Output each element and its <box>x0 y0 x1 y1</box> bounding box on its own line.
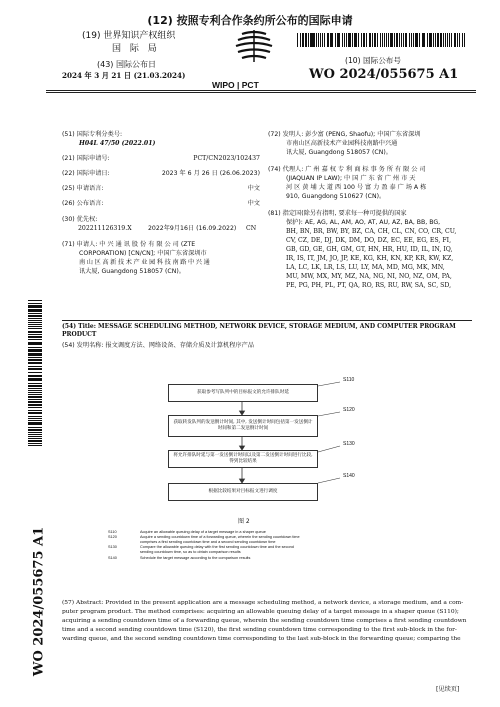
priority-date: 2022年9月16日 (16.09.2022) <box>148 225 237 232</box>
barcode-bar <box>375 33 376 47</box>
title-english-line-1: (54) Title: MESSAGE SCHEDULING METHOD, NETWORK DEVICE, STORAGE MEDIUM, AND COMPUTER PROGRAM <box>62 323 456 330</box>
step-id-s120: S120 <box>343 407 355 413</box>
applicant-line-3: 南山区高新技术产业园科技南路中兴通 <box>79 259 212 266</box>
barcode-bar <box>377 33 378 47</box>
agent-line-2: (JIAQUAN IP LAW); 中 国 广 东 省 广 州 市 天 <box>286 175 416 182</box>
barcode-bar <box>28 350 42 351</box>
agent-line-1: (74) 代理人: 广 州 嘉 权 专 利 商 标 事 务 所 有 限 公 司 <box>268 166 426 173</box>
barcode-bar <box>424 33 425 47</box>
barcode-bar <box>28 392 42 393</box>
barcode-bar <box>328 33 329 47</box>
publication-language-label: (26) 公布语言: <box>62 200 104 207</box>
figure-caption: 图 2 <box>238 518 250 525</box>
filing-language-label: (25) 申请语言: <box>62 185 104 192</box>
barcode-bar <box>28 344 42 345</box>
publication-barcode <box>297 33 465 47</box>
barcode-bar <box>297 33 298 47</box>
barcode-bar <box>28 383 42 384</box>
barcode-bar <box>403 33 404 47</box>
barcode-bar <box>28 363 42 364</box>
barcode-bar <box>459 33 460 47</box>
barcode-bar <box>28 320 42 321</box>
filing-language: 中文 <box>247 185 260 192</box>
priority-country: CN <box>246 225 257 232</box>
abstract-line-3: acquiring a sending countdown time of a forwarding queue, wherein the sending countdown time comprises a first sending countdown <box>62 618 467 624</box>
barcode-bar <box>419 33 420 47</box>
barcode-bar <box>443 33 444 47</box>
barcode-bar <box>335 33 336 47</box>
barcode-bar <box>28 424 42 425</box>
filing-date-label: (22) 国际申请日: <box>62 170 110 177</box>
barcode-bar <box>28 443 42 444</box>
barcode-bar <box>388 33 389 47</box>
abstract-line-5: warding queue, and the second sending countdown time corresponding to the last sub-block in the forwarding queue; comparing the <box>62 636 461 642</box>
continued-on-next-page: [见续页] <box>436 686 460 693</box>
barcode-bar <box>303 33 304 47</box>
flowchart-step-s140: 根据比较结果对目标报文进行调度 <box>168 483 318 501</box>
barcode-bar <box>28 305 42 306</box>
designated-states-line-1: (81) 指定国(除另有指明, 要求每一种可提供的国家 <box>268 210 407 217</box>
priority-label: (30) 优先权: <box>62 216 98 223</box>
barcode-bar <box>364 33 365 47</box>
barcode-bar <box>28 407 42 408</box>
designated-states-line-6: IR, IS, IT, JM, JO, JP, KE, KG, KH, KN, KP, KR, KW, KZ, <box>286 255 454 262</box>
barcode-bar <box>28 326 42 327</box>
designated-states-line-7: LA, LC, LK, LR, LS, LU, LY, MA, MD, MG, MK, MN, <box>286 264 445 271</box>
barcode-bar <box>339 33 340 47</box>
organization-name: (19) 世界知识产权组织 <box>82 31 176 41</box>
publication-number: WO 2024/055675 A1 <box>309 67 459 82</box>
side-barcode <box>28 300 42 446</box>
flowchart-step-s110: 获取参考写队列中的目标报文的允许排队时延 <box>168 384 318 402</box>
barcode-bar <box>346 33 347 47</box>
barcode-bar <box>413 33 414 47</box>
legend-text: Compare the allowable queuing delay with the first sending countdown time and the second <box>140 545 294 549</box>
applicant-line-2: CORPORATION) [CN/CN]; 中国广东省深圳市 <box>79 250 207 257</box>
publication-date: 2024 年 3 月 21 日 (21.03.2024) <box>62 71 186 80</box>
barcode-bar <box>435 33 436 47</box>
title-english-line-2: PRODUCT <box>62 331 97 338</box>
wipo-logo-icon <box>222 28 286 76</box>
barcode-bar <box>430 33 431 47</box>
legend-id: S130 <box>108 545 117 549</box>
legend-text: Acquire a sending countdown time of a forwarding queue, wherein the sending countdown time <box>140 535 300 539</box>
applicant-line-4: 讯大厦, Guangdong 518057 (CN)。 <box>79 268 185 275</box>
barcode-bar <box>28 388 42 389</box>
barcode-bar <box>449 33 450 47</box>
barcode-bar <box>318 33 319 47</box>
legend-text: comprises a first sending countdown time and a second sending countdown time <box>140 540 276 544</box>
title-divider <box>62 320 472 321</box>
organization-office: 国 际 局 <box>112 44 160 54</box>
barcode-bar <box>28 394 42 395</box>
barcode-bar <box>28 311 42 312</box>
barcode-bar <box>370 33 371 47</box>
document-title: (12) 按照专利合作条约所公布的国际申请 <box>147 14 353 27</box>
barcode-bar <box>358 33 359 47</box>
barcode-bar <box>28 410 42 411</box>
barcode-bar <box>28 300 42 301</box>
designated-states-line-8: MU, MW, MX, MY, MZ, NA, NG, NI, NO, NZ, OM, PA, <box>286 273 452 280</box>
barcode-bar <box>28 337 42 338</box>
barcode-bar <box>316 33 317 47</box>
ipc-label: (51) 国际专利分类号: <box>62 131 123 138</box>
application-number: PCT/CN2023/102437 <box>193 155 260 162</box>
barcode-bar <box>28 339 42 340</box>
barcode-bar <box>28 306 42 307</box>
barcode-bar <box>28 372 42 373</box>
barcode-bar <box>361 33 362 47</box>
publication-language: 中文 <box>247 200 260 207</box>
barcode-bar <box>344 33 345 47</box>
agent-line-4: 910, Guangdong 510627 (CN)。 <box>286 193 386 200</box>
header-divider-2 <box>46 92 476 93</box>
barcode-bar <box>28 399 42 400</box>
abstract-line-2: puter program product. The method comprises: acquiring an allowable queuing delay of a target message in a shaper queue (S110); <box>62 609 459 615</box>
barcode-bar <box>322 33 323 47</box>
inventor-line-1: (72) 发明人: 彭少富 (PENG, Shaofu); 中国广东省深圳 <box>268 131 421 138</box>
barcode-bar <box>429 33 430 47</box>
barcode-bar <box>324 33 325 47</box>
legend-text: sending countdown time, so as to obtain comparison results <box>140 550 241 554</box>
ipc-value: H04L 47/50 (2022.01) <box>79 139 156 147</box>
legend-text: Schedule the target message according to the comparison results <box>140 556 251 560</box>
barcode-bar <box>417 33 418 47</box>
barcode-bar <box>451 33 452 47</box>
designated-states-line-5: GB, GD, GE, GH, GM, GT, HN, HR, HU, ID, IL, IN, IQ, <box>286 246 453 253</box>
side-publication-number: WO 2024/055675 A1 <box>31 526 47 677</box>
header-divider <box>46 90 476 91</box>
barcode-bar <box>386 33 387 47</box>
designated-states-line-4: CV, CZ, DE, DJ, DK, DM, DO, DZ, EC, EE, EG, ES, FI, <box>286 237 452 244</box>
flowchart-step-s130: 将允许排队时延与第一发送倒计时间以及第二发送倒计时间进行比较, 得到比较结果 <box>168 450 318 468</box>
legend-id: S120 <box>108 535 117 539</box>
publication-date-label: (43) 国际公布日 <box>97 60 156 69</box>
applicant-line-1: (71) 申请人: 中 兴 通 讯 股 份 有 限 公 司 (ZTE <box>62 241 196 248</box>
barcode-bar <box>350 33 351 47</box>
wipo-pct-label: WIPO | PCT <box>212 80 259 90</box>
barcode-bar <box>409 33 410 47</box>
inventor-line-3: 讯大厦, Guangdong 518057 (CN)。 <box>286 149 392 156</box>
barcode-bar <box>366 33 367 47</box>
designated-states-line-2: 保护): AE, AG, AL, AM, AO, AT, AU, AZ, BA, BB, BG, <box>286 219 441 226</box>
barcode-bar <box>28 349 42 350</box>
barcode-bar <box>462 33 463 47</box>
barcode-bar <box>28 332 42 333</box>
filing-date: 2023 年 6 月 26 日 (26.06.2023) <box>161 170 260 177</box>
agent-line-3: 河 区 黄 埔 大 道 西 100 号 富 力 盈 泰 广 场 A 栋 <box>286 184 427 191</box>
barcode-bar <box>382 33 383 47</box>
flowchart-step-s120: 获取转发队列的发送倒计时间, 其中, 发送倒计时间包括第一发送倒计时间和第二发送倒计时间 <box>168 415 318 437</box>
abstract-line-4: time and a second sending countdown time (S120), the first sending countdown time corresponding to the first sub-block in the for- <box>62 627 457 633</box>
barcode-bar <box>28 432 42 433</box>
barcode-bar <box>28 369 42 370</box>
legend-id: S140 <box>108 556 117 560</box>
barcode-bar <box>28 436 42 437</box>
barcode-bar <box>28 355 42 356</box>
barcode-bar <box>455 33 456 47</box>
step-id-s110: S110 <box>343 377 355 383</box>
priority-number: 202211126319.X <box>78 225 132 232</box>
legend-id: S110 <box>108 530 117 534</box>
barcode-bar <box>28 380 42 381</box>
abstract-line-1: (57) Abstract: Provided in the present application are a message scheduling method, a network device, a storage medium, and a com- <box>62 600 464 606</box>
legend-text: Acquire an allowable queuing delay of a target message in a shaper queue <box>140 530 266 534</box>
barcode-bar <box>28 366 42 367</box>
title-chinese: (54) 发明名称: 报文调度方法、网络设备、存储介质及计算机程序产品 <box>62 342 254 349</box>
barcode-bar <box>28 376 42 377</box>
barcode-bar <box>28 416 42 417</box>
barcode-bar <box>28 328 42 329</box>
designated-states-line-9: PE, PG, PH, PL, PT, QA, RO, RS, RU, RW, SA, SC, SD, <box>286 282 452 289</box>
barcode-bar <box>406 33 407 47</box>
step-id-s130: S130 <box>343 441 355 447</box>
barcode-bar <box>401 33 402 47</box>
application-number-label: (21) 国际申请号: <box>62 155 110 162</box>
barcode-bar <box>445 33 446 47</box>
barcode-bar <box>28 413 42 414</box>
barcode-bar <box>28 438 42 439</box>
barcode-bar <box>392 33 393 47</box>
barcode-bar <box>28 420 42 421</box>
barcode-bar <box>302 33 303 47</box>
barcode-bar <box>28 322 42 323</box>
publication-number-label: (10) 国际公布号 <box>345 56 401 65</box>
designated-states-line-3: BH, BN, BR, BW, BY, BZ, CA, CH, CL, CN, CO, CR, CU, <box>286 228 457 235</box>
flowchart <box>150 377 380 510</box>
barcode-bar <box>308 33 309 47</box>
step-id-s140: S140 <box>343 473 355 479</box>
barcode-bar <box>332 33 333 47</box>
inventor-line-2: 市南山区高新技术产业园科技南路中兴通 <box>286 140 398 147</box>
barcode-bar <box>28 427 42 428</box>
